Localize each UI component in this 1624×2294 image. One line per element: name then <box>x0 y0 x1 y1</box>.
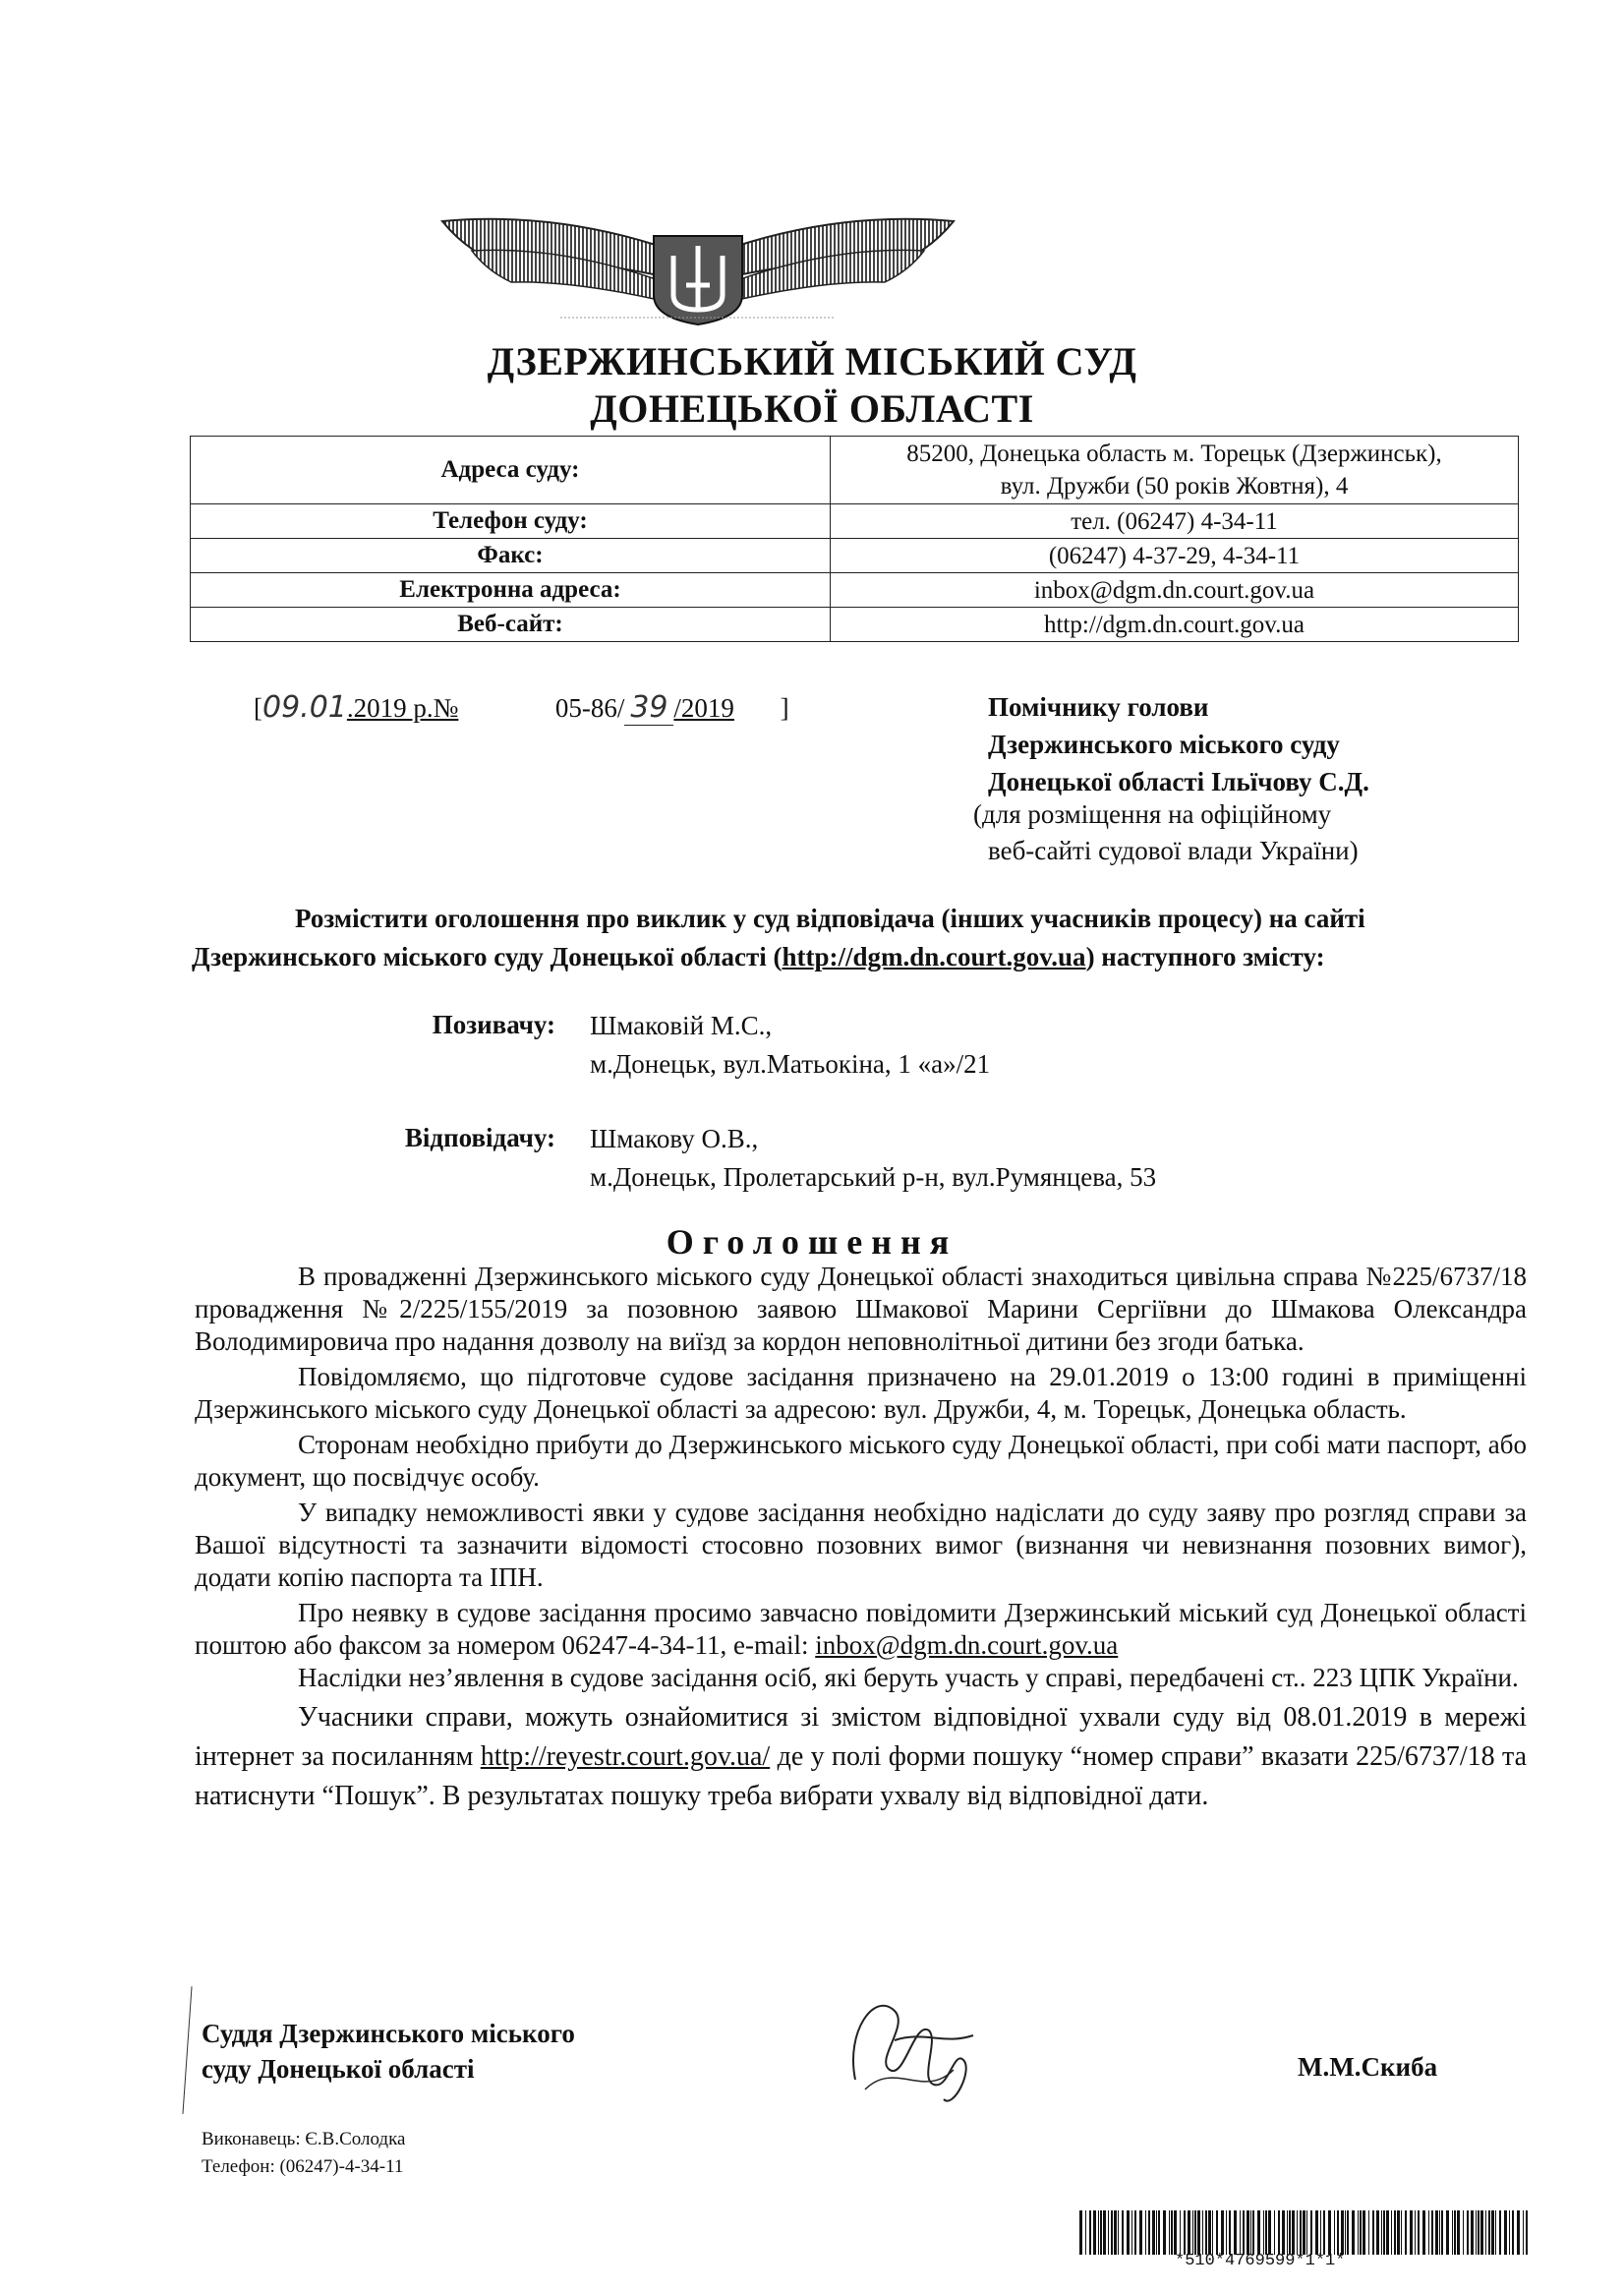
barcode-bar <box>1252 2210 1254 2255</box>
table-row <box>191 504 1519 539</box>
barcode-bar <box>1079 2210 1082 2255</box>
court-title-line1: ДЗЕРЖИНСЬКИЙ МІСЬКИЙ СУД <box>487 339 1137 383</box>
barcode-bar <box>1435 2210 1438 2255</box>
barcode-bar <box>1111 2210 1113 2255</box>
announcement-paragraph-5: Про неявку в судове засідання просимо завчасно повідомити Дзержинський міський суд Донецької області поштою або факсом за номером 06247-4-34-11, e-mail: inbox@dgm.dn.court.gov.ua <box>195 1598 1527 1660</box>
barcode-bar <box>1463 2210 1464 2255</box>
barcode-bar <box>1345 2210 1346 2255</box>
barcode-bar <box>1184 2210 1186 2255</box>
number-suffix: /2019 <box>673 693 734 723</box>
barcode-bar <box>1512 2210 1514 2255</box>
barcode-bar <box>1446 2210 1449 2255</box>
barcode-bar <box>1250 2210 1251 2255</box>
barcode-bar <box>1441 2210 1443 2255</box>
addressee-block <box>988 688 1369 800</box>
fax-label: Факс: <box>191 539 831 573</box>
judge-name: М.М.Скиба <box>1298 2052 1438 2082</box>
barcode-bar <box>1202 2210 1203 2255</box>
table-row <box>191 573 1519 608</box>
barcode-bar <box>1243 2210 1245 2255</box>
executor-name: Виконавець: Є.В.Солодка <box>202 2129 406 2149</box>
registration-number <box>254 690 789 726</box>
barcode-bar <box>1431 2210 1433 2255</box>
barcode-bar <box>1216 2210 1218 2255</box>
barcode-bar <box>1526 2210 1528 2255</box>
barcode-bar <box>1118 2210 1119 2255</box>
barcode-bar <box>1471 2210 1474 2255</box>
barcode-bar <box>1491 2210 1494 2255</box>
plaintiff-name: Шмаковій М.С., <box>590 1011 773 1040</box>
barcode-bar <box>1122 2210 1124 2255</box>
barcode-number: *510*4769599*1*1* <box>1175 2252 1346 2270</box>
barcode-bar <box>1401 2210 1402 2255</box>
barcode-bar <box>1240 2210 1241 2255</box>
announcement-paragraph-3: Сторонам необхідно прибути до Дзержинського міського суду Донецької області, при собі мати паспорт, або документ, що посвідчує особу. <box>195 1430 1527 1492</box>
barcode-bar <box>1383 2210 1385 2255</box>
address-line1: 85200, Донецька область м. Торецьк (Дзержинськ), <box>906 441 1442 467</box>
barcode-bar <box>1114 2210 1117 2255</box>
barcode-bar <box>1381 2210 1382 2255</box>
barcode-bar <box>1152 2210 1155 2255</box>
barcode-icon <box>1079 2210 1532 2255</box>
barcode-bar <box>1422 2210 1425 2255</box>
judge-margin-line <box>182 1986 192 2114</box>
address-value <box>831 437 1519 504</box>
barcode-bar <box>1452 2210 1453 2255</box>
barcode-bar <box>1328 2210 1331 2255</box>
barcode-bar <box>1265 2210 1267 2255</box>
barcode-bar <box>1145 2210 1146 2255</box>
addressee-note <box>973 796 1359 869</box>
barcode-bar <box>1205 2210 1207 2255</box>
barcode-bar <box>1397 2210 1400 2255</box>
handwritten-number: 39 <box>624 690 673 726</box>
barcode-bar <box>1268 2210 1271 2255</box>
defendant-address: м.Донецьк, Пролетарський р-н, вул.Румянцева, 53 <box>590 1162 1157 1192</box>
barcode-bar <box>1320 2210 1321 2255</box>
phone-label: Телефон суду: <box>191 504 831 539</box>
barcode-bar <box>1358 2210 1359 2255</box>
barcode-bar <box>1488 2210 1490 2255</box>
court-info-table <box>190 436 1519 642</box>
barcode-bar <box>1457 2210 1460 2255</box>
table-row <box>191 539 1519 573</box>
barcode-bar <box>1509 2210 1510 2255</box>
announcement-paragraph-2: Повідомляємо, що підготовче судове засідання призначено на 29.01.2019 о 13:00 годині в приміщенні Дзержинського міського суду Донецької області за адресою: вул. Дружби, 4, м. Торецьк, Донецька область. <box>195 1362 1527 1424</box>
barcode-bar <box>1131 2210 1132 2255</box>
judge-title-line1: Суддя Дзержинського міського <box>202 2019 575 2048</box>
barcode-bar <box>1306 2210 1307 2255</box>
barcode-bar <box>1163 2210 1166 2255</box>
judge-title-line2: суду Донецької області <box>202 2054 475 2084</box>
barcode-bar <box>1127 2210 1130 2255</box>
barcode-bar <box>1156 2210 1157 2255</box>
barcode-bar <box>1197 2210 1200 2255</box>
barcode-bar <box>1360 2210 1362 2255</box>
plaintiff-details <box>590 1007 990 1084</box>
barcode-bar <box>1192 2210 1193 2255</box>
barcode-bar <box>1093 2210 1096 2255</box>
barcode-bar <box>1274 2210 1275 2255</box>
court-emblem-icon <box>433 202 963 329</box>
addressee-line1: Помічнику голови <box>988 692 1209 722</box>
close-bracket: ] <box>780 693 789 723</box>
announcement-paragraph-7: Учасники справи, можуть ознайомитися зі змістом відповідної ухвали суду від 08.01.2019 в мережі інтернет за посиланням http://reyestr.court.gov.ua/ де у полі форми пошуку “номер справи” вказати 225/6737/18 та натиснути “Пошук”. В результатах пошуку треба вибрати ухвалу від відповідної дати. <box>195 1702 1528 1811</box>
barcode-bar <box>1108 2210 1109 2255</box>
barcode-bar <box>1287 2210 1288 2255</box>
barcode-bar <box>1495 2210 1496 2255</box>
phone-value: тел. (06247) 4-34-11 <box>831 504 1519 539</box>
announcement-paragraph-1: В провадженні Дзержинського міського суду Донецької області знаходиться цивільна справа №225/6737/18 провадження №2/225/155/2019 за позовною заявою Шмакової Марини Сергіївни до Шмакова Олександра Володимировича про надання дозволу на виїзд за кордон неповнолітньої дитини без згоди батька. <box>195 1262 1527 1356</box>
defendant-name: Шмакову О.В., <box>590 1124 759 1153</box>
executor-info <box>202 2126 405 2181</box>
court-email-link[interactable]: inbox@dgm.dn.court.gov.ua <box>815 1630 1119 1660</box>
announcement-title: Оголошення <box>666 1222 958 1262</box>
barcode-bar <box>1134 2210 1136 2255</box>
barcode-bar <box>1257 2210 1260 2255</box>
barcode-bar <box>1439 2210 1440 2255</box>
barcode-bar <box>1278 2210 1280 2255</box>
fax-value: (06247) 4-37-29, 4-34-11 <box>831 539 1519 573</box>
addressee-note-line1: (для розміщення на офіційному <box>973 799 1332 829</box>
year-suffix: .2019 р.№ <box>346 693 459 723</box>
table-row <box>191 608 1519 642</box>
barcode-bar <box>1180 2210 1181 2255</box>
barcode-bar <box>1394 2210 1396 2255</box>
barcode-bar <box>1334 2210 1335 2255</box>
barcode-bar <box>1229 2210 1231 2255</box>
intro-line1: Розмістити оголошення про виклик у суд відповідача (інших учасників процесу) на сайті <box>295 904 1365 933</box>
barcode-bar <box>1347 2210 1349 2255</box>
barcode-bar <box>1194 2210 1196 2255</box>
barcode-bar <box>1499 2210 1501 2255</box>
barcode-bar <box>1363 2210 1365 2255</box>
barcode-bar <box>1467 2210 1469 2255</box>
barcode-bar <box>1234 2210 1237 2255</box>
barcode-bar <box>1323 2210 1325 2255</box>
barcode-bar <box>1372 2210 1374 2255</box>
address-label: Адреса суду: <box>191 437 831 504</box>
barcode-bar <box>1100 2210 1102 2255</box>
barcode-bar <box>1386 2210 1389 2255</box>
handwritten-date: 09.01 <box>262 690 347 725</box>
barcode-bar <box>1523 2210 1524 2255</box>
barcode-bar <box>1292 2210 1295 2255</box>
addressee-note-line2: веб-сайті судової влади України) <box>988 836 1359 865</box>
barcode-bar <box>1315 2210 1318 2255</box>
barcode-bar <box>1478 2210 1479 2255</box>
barcode-bar <box>1517 2210 1520 2255</box>
barcode-bar <box>1098 2210 1099 2255</box>
address-line2: вул. Дружби (50 років Жовтня), 4 <box>1000 473 1349 500</box>
defendant-details <box>590 1120 1156 1197</box>
announcement-paragraph-4: У випадку неможливості явки у судове засідання необхідно надіслати до суду заяву про розгляд справи за Вашої відсутності та зазначити відомості стосовно позовних вимог (визнання чи невизнання позовних вимог), додати копію паспорта та ІПН. <box>195 1498 1527 1592</box>
executor-phone: Телефон: (06247)-4-34-11 <box>202 2156 404 2177</box>
barcode-bar <box>1169 2210 1170 2255</box>
barcode-bar <box>1376 2210 1379 2255</box>
barcode-bar <box>1480 2210 1483 2255</box>
barcode-bar <box>1454 2210 1456 2255</box>
barcode-bar <box>1428 2210 1429 2255</box>
barcode-bar <box>1410 2210 1413 2255</box>
judge-title <box>202 2016 575 2087</box>
barcode-bar <box>1368 2210 1369 2255</box>
barcode-bar <box>1139 2210 1142 2255</box>
announcement-paragraph-6: Наслідки нез’явлення в судове засідання осіб, які беруть участь у справі, передбачені ст.. 223 ЦПК України. <box>298 1663 1519 1692</box>
court-website-link[interactable]: http://dgm.dn.court.gov.ua <box>782 942 1086 971</box>
barcode-bar <box>1221 2210 1224 2255</box>
barcode-bar <box>1297 2210 1298 2255</box>
barcode-bar <box>1504 2210 1507 2255</box>
barcode-bar <box>1303 2210 1305 2255</box>
defendant-label: Відповідачу: <box>404 1123 555 1152</box>
barcode-bar <box>1282 2210 1285 2255</box>
email-value: inbox@dgm.dn.court.gov.ua <box>831 573 1519 608</box>
court-title-line2: ДОНЕЦЬКОЇ ОБЛАСТІ <box>590 386 1034 431</box>
website-value: http://dgm.dn.court.gov.ua <box>831 608 1519 642</box>
announcement-body <box>195 1261 1527 1816</box>
barcode-bar <box>1485 2210 1486 2255</box>
number-prefix: 05-86/ <box>554 693 625 723</box>
barcode-bar <box>1310 2210 1312 2255</box>
barcode-bar <box>1158 2210 1160 2255</box>
barcode-bar <box>1085 2210 1086 2255</box>
barcode-bar <box>1341 2210 1344 2255</box>
barcode-bar <box>1476 2210 1477 2255</box>
barcode-bar <box>1148 2210 1150 2255</box>
barcode-bar <box>1300 2210 1302 2255</box>
addressee-line2: Дзержинського міського суду <box>988 730 1340 759</box>
barcode-bar <box>1289 2210 1291 2255</box>
barcode-bar <box>1247 2210 1249 2255</box>
barcode-bar <box>1212 2210 1213 2255</box>
barcode-bar <box>1171 2210 1173 2255</box>
handwritten-signature-icon <box>836 1971 983 2119</box>
registry-link[interactable]: http://reyestr.court.gov.ua/ <box>480 1741 771 1772</box>
intro-line2: Дзержинського міського суду Донецької області (http://dgm.dn.court.gov.ua) наступного змісту: <box>192 942 1325 971</box>
barcode-bar <box>1103 2210 1106 2255</box>
open-bracket: [ <box>254 693 262 723</box>
barcode-bar <box>1405 2210 1407 2255</box>
intro-paragraph <box>192 900 1529 976</box>
barcode-bar <box>1226 2210 1227 2255</box>
addressee-line3: Донецької області Ільїчову С.Д. <box>988 767 1369 796</box>
barcode-bar <box>1352 2210 1355 2255</box>
barcode-bar <box>1089 2210 1091 2255</box>
barcode-bar <box>1188 2210 1190 2255</box>
plaintiff-label: Позивачу: <box>432 1010 555 1039</box>
barcode-bar <box>1418 2210 1420 2255</box>
barcode-bar <box>1208 2210 1211 2255</box>
plaintiff-address: м.Донецьк, вул.Матьокіна, 1 «а»/21 <box>590 1049 991 1079</box>
email-label: Електронна адреса: <box>191 573 831 608</box>
barcode-bar <box>1337 2210 1339 2255</box>
barcode-bar <box>1415 2210 1416 2255</box>
website-label: Веб-сайт: <box>191 608 831 642</box>
barcode-bar <box>1174 2210 1177 2255</box>
barcode-bar <box>1391 2210 1392 2255</box>
barcode-bar <box>1263 2210 1264 2255</box>
table-row <box>191 437 1519 504</box>
